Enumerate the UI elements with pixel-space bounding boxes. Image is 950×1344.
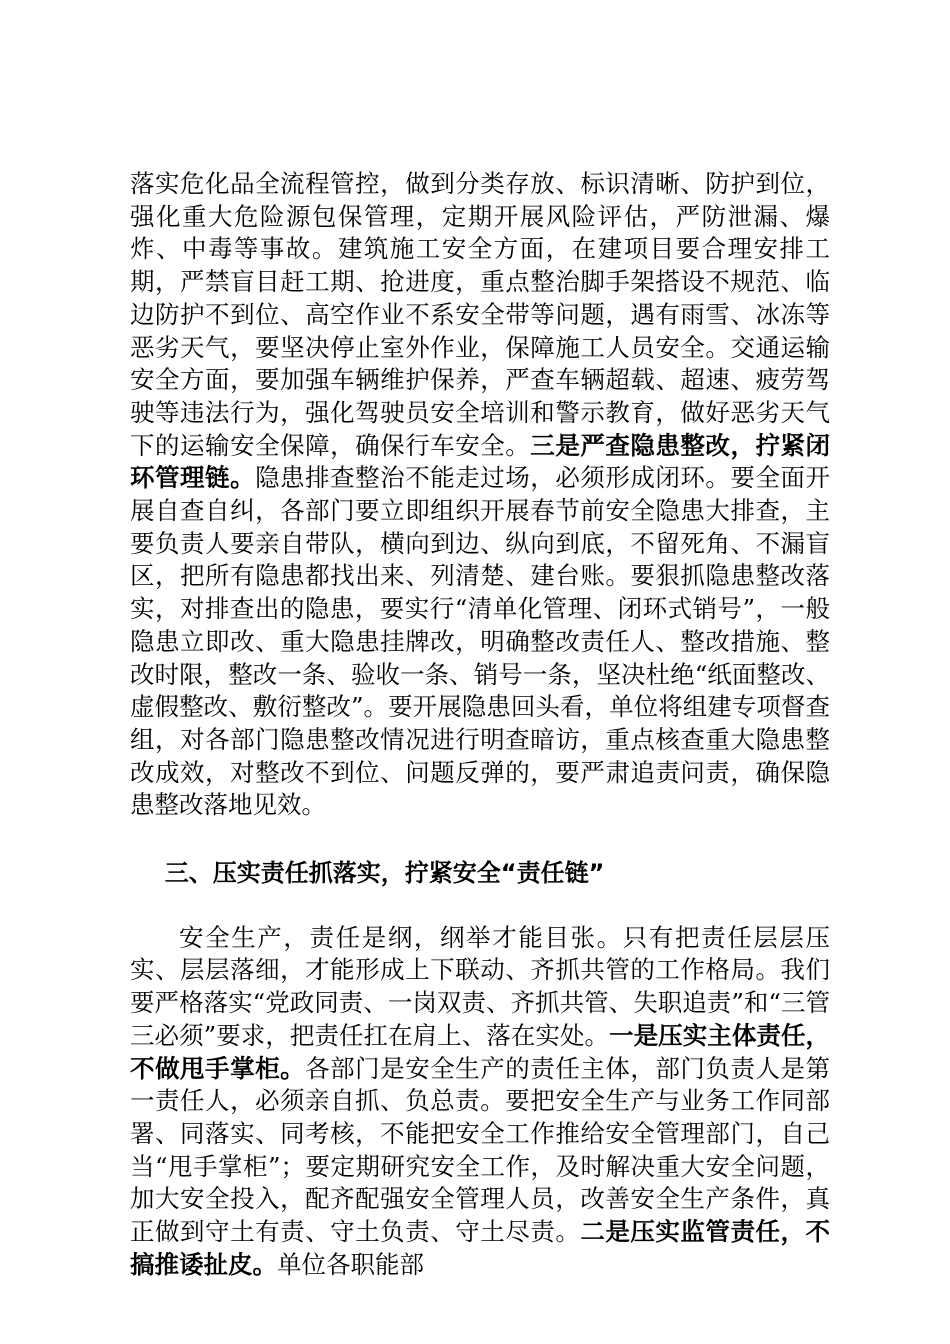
paragraph-2-bold-point-2: 二是压实监管责任，不搞推诿扯皮。 bbox=[130, 1217, 831, 1279]
paragraph-2-bold-point-1: 一是压实主体责任，不做甩手掌柜。 bbox=[130, 1020, 830, 1083]
section-heading: 三、压实责任抓落实，拧紧安全“责任链” bbox=[164, 859, 605, 888]
paragraph-2-text-e: 单位各职能部 bbox=[277, 1249, 424, 1279]
body-paragraph-1 bbox=[130, 168, 830, 822]
document-page bbox=[130, 168, 830, 1282]
paragraph-2-text-a: 安全生产，责任是纲，纲举才能目张。只有把责任层层压实、层层落细，才能形成上下联动、齐抓共管的工作格局。我们要严格落实“党政同责、一岗双责、齐抓共管、失职追责”和“三管三必须”要求，把责任扛在肩上、落在实处。 bbox=[130, 922, 830, 1050]
paragraph-1-text-a: 落实危化品全流程管控，做到分类存放、标识清晰、防护到位，强化重大危险源包保管理，定期开展风险评估，严防泄漏、爆炸、中毒等事故。建筑施工安全方面，在建项目要合理安排工期，严禁盲目赶工期、抢进度，重点整治脚手架搭设不规范、临边防护不到位、高空作业不系安全带等问题，遇有雨雪、冰冻等恶劣天气，要坚决停止室外作业，保障施工人员安全。交通运输安全方面，要加强车辆维护保养，严查车辆超载、超速、疲劳驾驶等违法行为，强化驾驶员安全培训和警示教育，做好恶劣天气下的运输安全保障，确保行车安全。 bbox=[130, 169, 830, 460]
paragraph-2-text-c: 各部门是安全生产的责任主体，部门负责人是第一责任人，必须亲自抓、负总责。要把安全生产与业务工作同部署、同落实、同考核，不能把安全工作推给安全管理部门，自己当“甩手掌柜”；要定期研究安全工作，及时解决重大安全问题，加大安全投入，配齐配强安全管理人员，改善安全生产条件，真正做到守土有责、守土负责、守土尽责。 bbox=[130, 1053, 831, 1247]
paragraph-1-bold-point: 三是严查隐患整改，拧紧闭环管理链。 bbox=[130, 430, 830, 493]
paragraph-1-text-c: 隐患排查整治不能走过场，必须形成闭环。要全面开展自查自纠，各部门要立即组织开展春节前安全隐患大排查，主要负责人要亲自带队，横向到边、纵向到底，不留死角、不漏盲区，把所有隐患都找出来、列清楚、建台账。要狠抓隐患整改落实，对排查出的隐患，要实行“清单化管理、闭环式销号”，一般隐患立即改、重大隐患挂牌改，明确整改责任人、整改措施、整改时限，整改一条、验收一条、销号一条，坚决杜绝“纸面整改、虚假整改、敷衍整改”。要开展隐患回头看，单位将组建专项督查组，对各部门隐患整改情况进行明查暗访，重点核查重大隐患整改成效，对整改不到位、问题反弹的，要严肃追责问责，确保隐患整改落地见效。 bbox=[130, 463, 830, 820]
body-paragraph-2 bbox=[130, 922, 830, 1282]
